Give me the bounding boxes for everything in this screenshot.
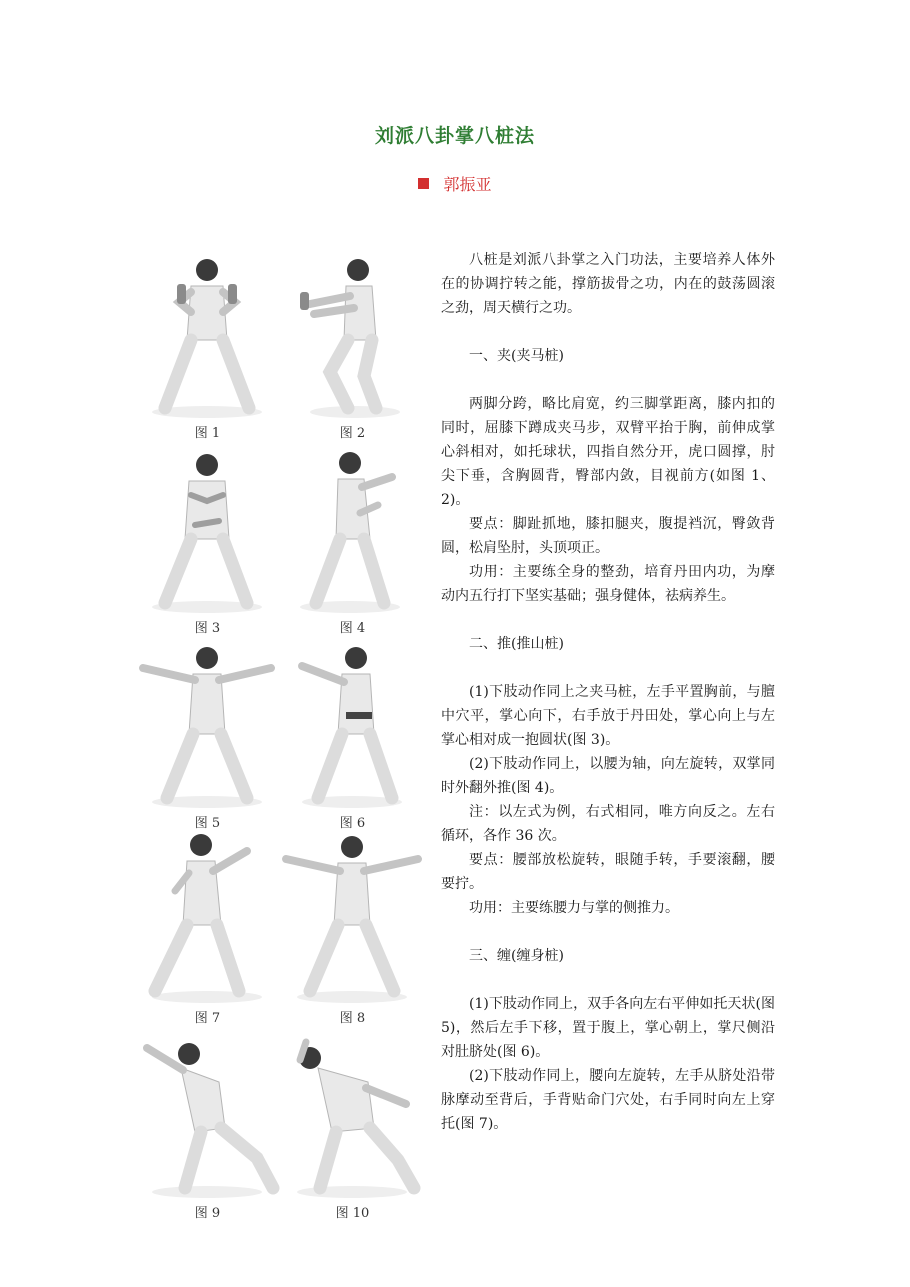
author-line xyxy=(0,172,910,195)
figure-caption: 图 10 xyxy=(335,1206,370,1221)
section-heading: 三、缠(缠身桩) xyxy=(469,948,564,964)
figure-caption: 图 9 xyxy=(194,1206,221,1221)
figure-grid xyxy=(135,240,425,1221)
stance-photo-icon xyxy=(280,1020,425,1200)
article-body xyxy=(441,248,775,1136)
stance-photo-icon xyxy=(280,630,425,810)
figure-caption: 图 8 xyxy=(339,1011,366,1026)
stance-photo-icon xyxy=(280,825,425,1005)
figure-5 xyxy=(135,630,280,831)
figure-caption: 图 6 xyxy=(339,816,366,831)
square-bullet-icon xyxy=(418,178,429,189)
article-title: 刘派八卦掌八桩法 xyxy=(374,125,535,147)
stance-photo-icon xyxy=(280,435,425,615)
stance-photo-icon xyxy=(135,825,280,1005)
paragraph: 注：以左式为例，右式相同，唯方向反之。左右循环，各作 36 次。 xyxy=(441,804,775,844)
figure-3 xyxy=(135,435,280,636)
stance-photo-icon xyxy=(135,630,280,810)
figure-9 xyxy=(135,1020,280,1221)
paragraph: 功用：主要练全身的整劲，培育丹田内功，为摩动内五行打下坚实基础；强身健体，祛病养生。 xyxy=(441,564,775,604)
figure-10 xyxy=(280,1020,425,1221)
section-heading: 二、推(推山桩) xyxy=(469,636,564,652)
stance-photo-icon xyxy=(135,1020,280,1200)
paragraph: 两脚分跨，略比肩宽，约三脚掌距离，膝内扣的同时，屈膝下蹲成夹马步，双臂平抬于胸，前伸成掌心斜相对，如托球状，四指自然分开，虎口圆撑，肘尖下垂，含胸圆背，臀部内敛，目视前方(如图 1、2)。 xyxy=(441,396,775,508)
paragraph: (2)下肢动作同上，以腰为轴，向左旋转，双掌同时外翻外推(图 4)。 xyxy=(441,756,775,796)
figure-7 xyxy=(135,825,280,1026)
paragraph: (2)下肢动作同上，腰向左旋转，左手从脐处沿带脉摩动至背后，手背贴命门穴处，右手同时向左上穿托(图 7)。 xyxy=(441,1068,775,1132)
figure-caption: 图 5 xyxy=(194,816,221,831)
figure-4 xyxy=(280,435,425,636)
figure-caption: 图 7 xyxy=(194,1011,221,1026)
section-heading: 一、夹(夹马桩) xyxy=(469,348,564,364)
figure-caption: 图 1 xyxy=(194,426,221,441)
figure-caption: 图 2 xyxy=(339,426,366,441)
stance-photo-icon xyxy=(135,240,280,420)
figure-caption: 图 3 xyxy=(194,621,221,636)
paragraph: 要点：脚趾抓地，膝扣腿夹，腹提裆沉，臀敛背圆，松肩坠肘，头顶项正。 xyxy=(441,516,775,556)
stance-photo-icon xyxy=(280,240,425,420)
figure-2 xyxy=(280,240,425,441)
figure-1 xyxy=(135,240,280,441)
figure-6 xyxy=(280,630,425,831)
paragraph: (1)下肢动作同上之夹马桩，左手平置胸前，与膻中穴平，掌心向下，右手放于丹田处，掌心向上与左掌心相对成一抱圆状(图 3)。 xyxy=(441,684,775,748)
paragraph: (1)下肢动作同上，双手各向左右平伸如托天状(图 5)，然后左手下移，置于腹上，掌心朝上，掌尺侧沿对肚脐处(图 6)。 xyxy=(441,996,775,1060)
figure-caption: 图 4 xyxy=(339,621,366,636)
stance-photo-icon xyxy=(135,435,280,615)
intro-paragraph: 八桩是刘派八卦掌之入门功法，主要培养人体外在的协调拧转之能，撑筋拔骨之功，内在的鼓荡圆滚之劲，周天横行之功。 xyxy=(441,252,775,316)
figure-8 xyxy=(280,825,425,1026)
paragraph: 要点：腰部放松旋转，眼随手转，手要滚翻，腰要拧。 xyxy=(441,852,775,892)
author-name: 郭振亚 xyxy=(443,175,492,194)
paragraph: 功用：主要练腰力与掌的侧推力。 xyxy=(469,900,679,916)
